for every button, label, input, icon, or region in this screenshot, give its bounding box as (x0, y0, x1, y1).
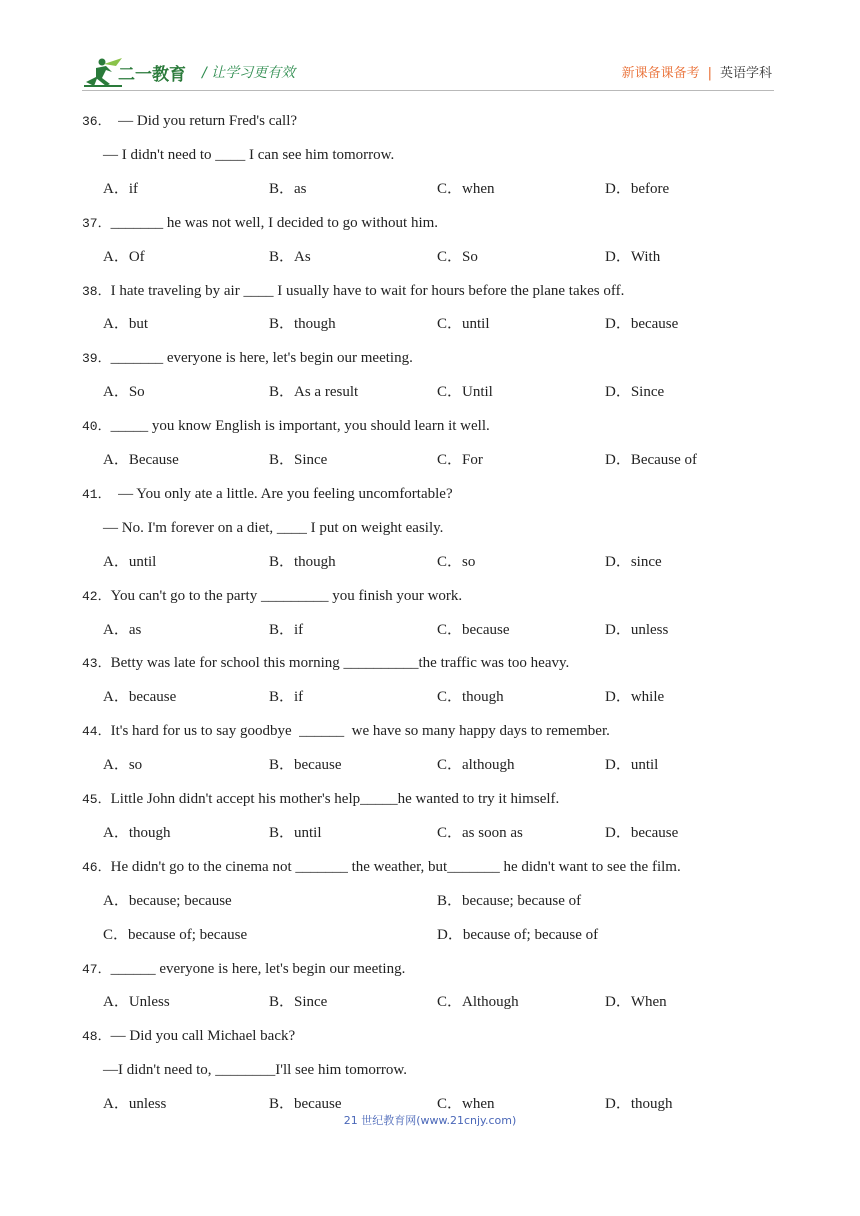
header-meta (622, 62, 772, 81)
question-stem-continued: — I didn't need to ____ I can see him tomorrow. (103, 146, 395, 163)
answer-option[interactable]: A．Of (103, 248, 145, 265)
question-stem: _______ he was not well, I decided to go without him. (110, 214, 439, 231)
answer-option[interactable]: A．unless (103, 1096, 167, 1113)
answer-option[interactable]: A．So (103, 384, 145, 401)
answer-option[interactable]: B．until (269, 824, 322, 841)
answer-option[interactable]: B．if (269, 621, 304, 638)
answer-option[interactable]: C．so (437, 553, 476, 570)
question-38 (82, 281, 624, 302)
question-stem: ______ everyone is here, let's begin our meeting. (110, 960, 406, 977)
question-40 (82, 416, 490, 437)
question-stem: I hate traveling by air ____ I usually have to wait for hours before the plane takes off. (110, 282, 625, 299)
answer-option[interactable]: C．Until (437, 384, 493, 401)
answer-option[interactable]: B．because (269, 1096, 342, 1113)
answer-option[interactable]: C．as soon as (437, 824, 523, 841)
answer-option[interactable]: D．because (605, 316, 679, 333)
question-46 (82, 857, 681, 878)
question-stem: Betty was late for school this morning __________the traffic was too heavy. (110, 655, 570, 672)
question-number: 42． (82, 588, 111, 604)
question-39 (82, 348, 413, 369)
question-47 (82, 959, 405, 980)
page-header (0, 0, 860, 100)
header-meta-subject: 英语学科 (719, 66, 772, 81)
answer-option[interactable]: B．Since (269, 452, 328, 468)
header-meta-separator: | (707, 66, 712, 81)
answer-option[interactable]: C．when (437, 1096, 495, 1113)
question-stem: — Did you call Michael back? (110, 1028, 296, 1045)
question-number: 41． (82, 486, 111, 502)
answer-option[interactable]: D．until (605, 757, 659, 774)
question-36 (82, 111, 297, 132)
answer-option[interactable]: B．As (269, 248, 311, 265)
answer-option[interactable]: D．before (605, 180, 670, 197)
answer-option[interactable]: D．because of; because of (437, 926, 599, 943)
question-stem: _____ you know English is important, you should learn it well. (110, 418, 490, 435)
question-number: 44． (82, 724, 111, 740)
answer-option[interactable]: C．although (437, 757, 515, 774)
answer-option[interactable]: B．because; because of (437, 892, 582, 909)
answer-option[interactable]: D．since (605, 553, 662, 570)
answer-option[interactable]: C．For (437, 452, 483, 468)
question-41 (82, 484, 453, 505)
question-stem: Little John didn't accept his mother's help_____he wanted to try it himself. (110, 791, 560, 807)
question-number: 39． (82, 351, 111, 367)
answer-option[interactable]: C．when (437, 180, 495, 197)
answer-option[interactable]: A．so (103, 757, 143, 774)
answer-option[interactable]: A．until (103, 553, 157, 570)
question-stem-continued: — No. I'm forever on a diet, ____ I put on weight easily. (103, 519, 444, 536)
answer-option[interactable]: C．So (437, 248, 478, 265)
answer-option[interactable]: D．because (605, 824, 679, 841)
answer-option[interactable]: C．until (437, 316, 490, 333)
question-stem: You can't go to the party _________ you finish your work. (110, 587, 463, 604)
header-divider (82, 90, 774, 91)
answer-option[interactable]: B．as (269, 180, 307, 197)
answer-option[interactable]: A．if (103, 180, 138, 197)
answer-option[interactable]: D．unless (605, 621, 669, 638)
question-number: 40． (82, 419, 111, 435)
answer-option[interactable]: A．Unless (103, 994, 170, 1011)
answer-option[interactable]: B．Since (269, 994, 328, 1011)
question-43 (82, 653, 569, 674)
answer-option[interactable]: D．Since (605, 384, 665, 401)
answer-option[interactable]: D．With (605, 248, 661, 265)
question-45 (82, 789, 559, 810)
question-number: 48． (82, 1029, 111, 1045)
answer-option[interactable]: A．though (103, 824, 171, 841)
question-stem: — You only ate a little. Are you feeling uncomfortable? (110, 485, 453, 502)
answer-option[interactable]: A．but (103, 316, 149, 333)
answer-option[interactable]: B．because (269, 757, 342, 774)
question-37 (82, 213, 438, 234)
question-number: 36． (82, 114, 111, 129)
answer-option[interactable]: C．though (437, 689, 504, 706)
answer-option[interactable]: D．When (605, 994, 667, 1011)
answer-option[interactable]: B．though (269, 316, 336, 333)
question-stem: It's hard for us to say goodbye ______ we have so many happy days to remember. (110, 723, 610, 740)
question-42 (82, 586, 462, 607)
answer-option[interactable]: D．while (605, 689, 665, 706)
question-stem-continued: —I didn't need to, ________I'll see him tomorrow. (103, 1062, 407, 1079)
footer-source: 21 世纪教育网(www.21cnjy.com) (343, 1114, 517, 1127)
answer-option[interactable]: B．As a result (269, 384, 359, 401)
question-stem: — Did you return Fred's call? (110, 113, 298, 129)
question-44 (82, 721, 610, 742)
answer-option[interactable]: C．Although (437, 994, 519, 1011)
question-number: 38． (82, 283, 111, 299)
answer-option[interactable]: A．as (103, 621, 142, 638)
question-number: 37． (82, 215, 111, 231)
answer-option[interactable]: C．because of; because (103, 926, 248, 943)
question-number: 46． (82, 859, 111, 875)
answer-option[interactable]: A．because (103, 689, 177, 706)
question-stem: He didn't go to the cinema not _______ the weather, but_______ he didn't want to see the film. (110, 858, 681, 875)
answer-option[interactable]: A．because; because (103, 892, 232, 909)
question-number: 45． (82, 792, 111, 807)
slogan: / 让学习更有效 (202, 65, 296, 81)
answer-option[interactable]: A．Because (103, 452, 179, 468)
answer-option[interactable]: D．Because of (605, 452, 698, 468)
answer-option[interactable]: D．though (605, 1096, 673, 1113)
logo-text: 二一教育 (118, 65, 186, 85)
question-48 (82, 1026, 295, 1047)
answer-option[interactable]: C．because (437, 621, 510, 638)
question-number: 43． (82, 656, 111, 672)
header-meta-course: 新课备课备考 (621, 66, 700, 81)
question-stem: _______ everyone is here, let's begin our meeting. (110, 350, 413, 367)
answer-option[interactable]: B．if (269, 689, 304, 706)
answer-option[interactable]: B．though (269, 553, 336, 570)
question-number: 47． (82, 961, 111, 977)
